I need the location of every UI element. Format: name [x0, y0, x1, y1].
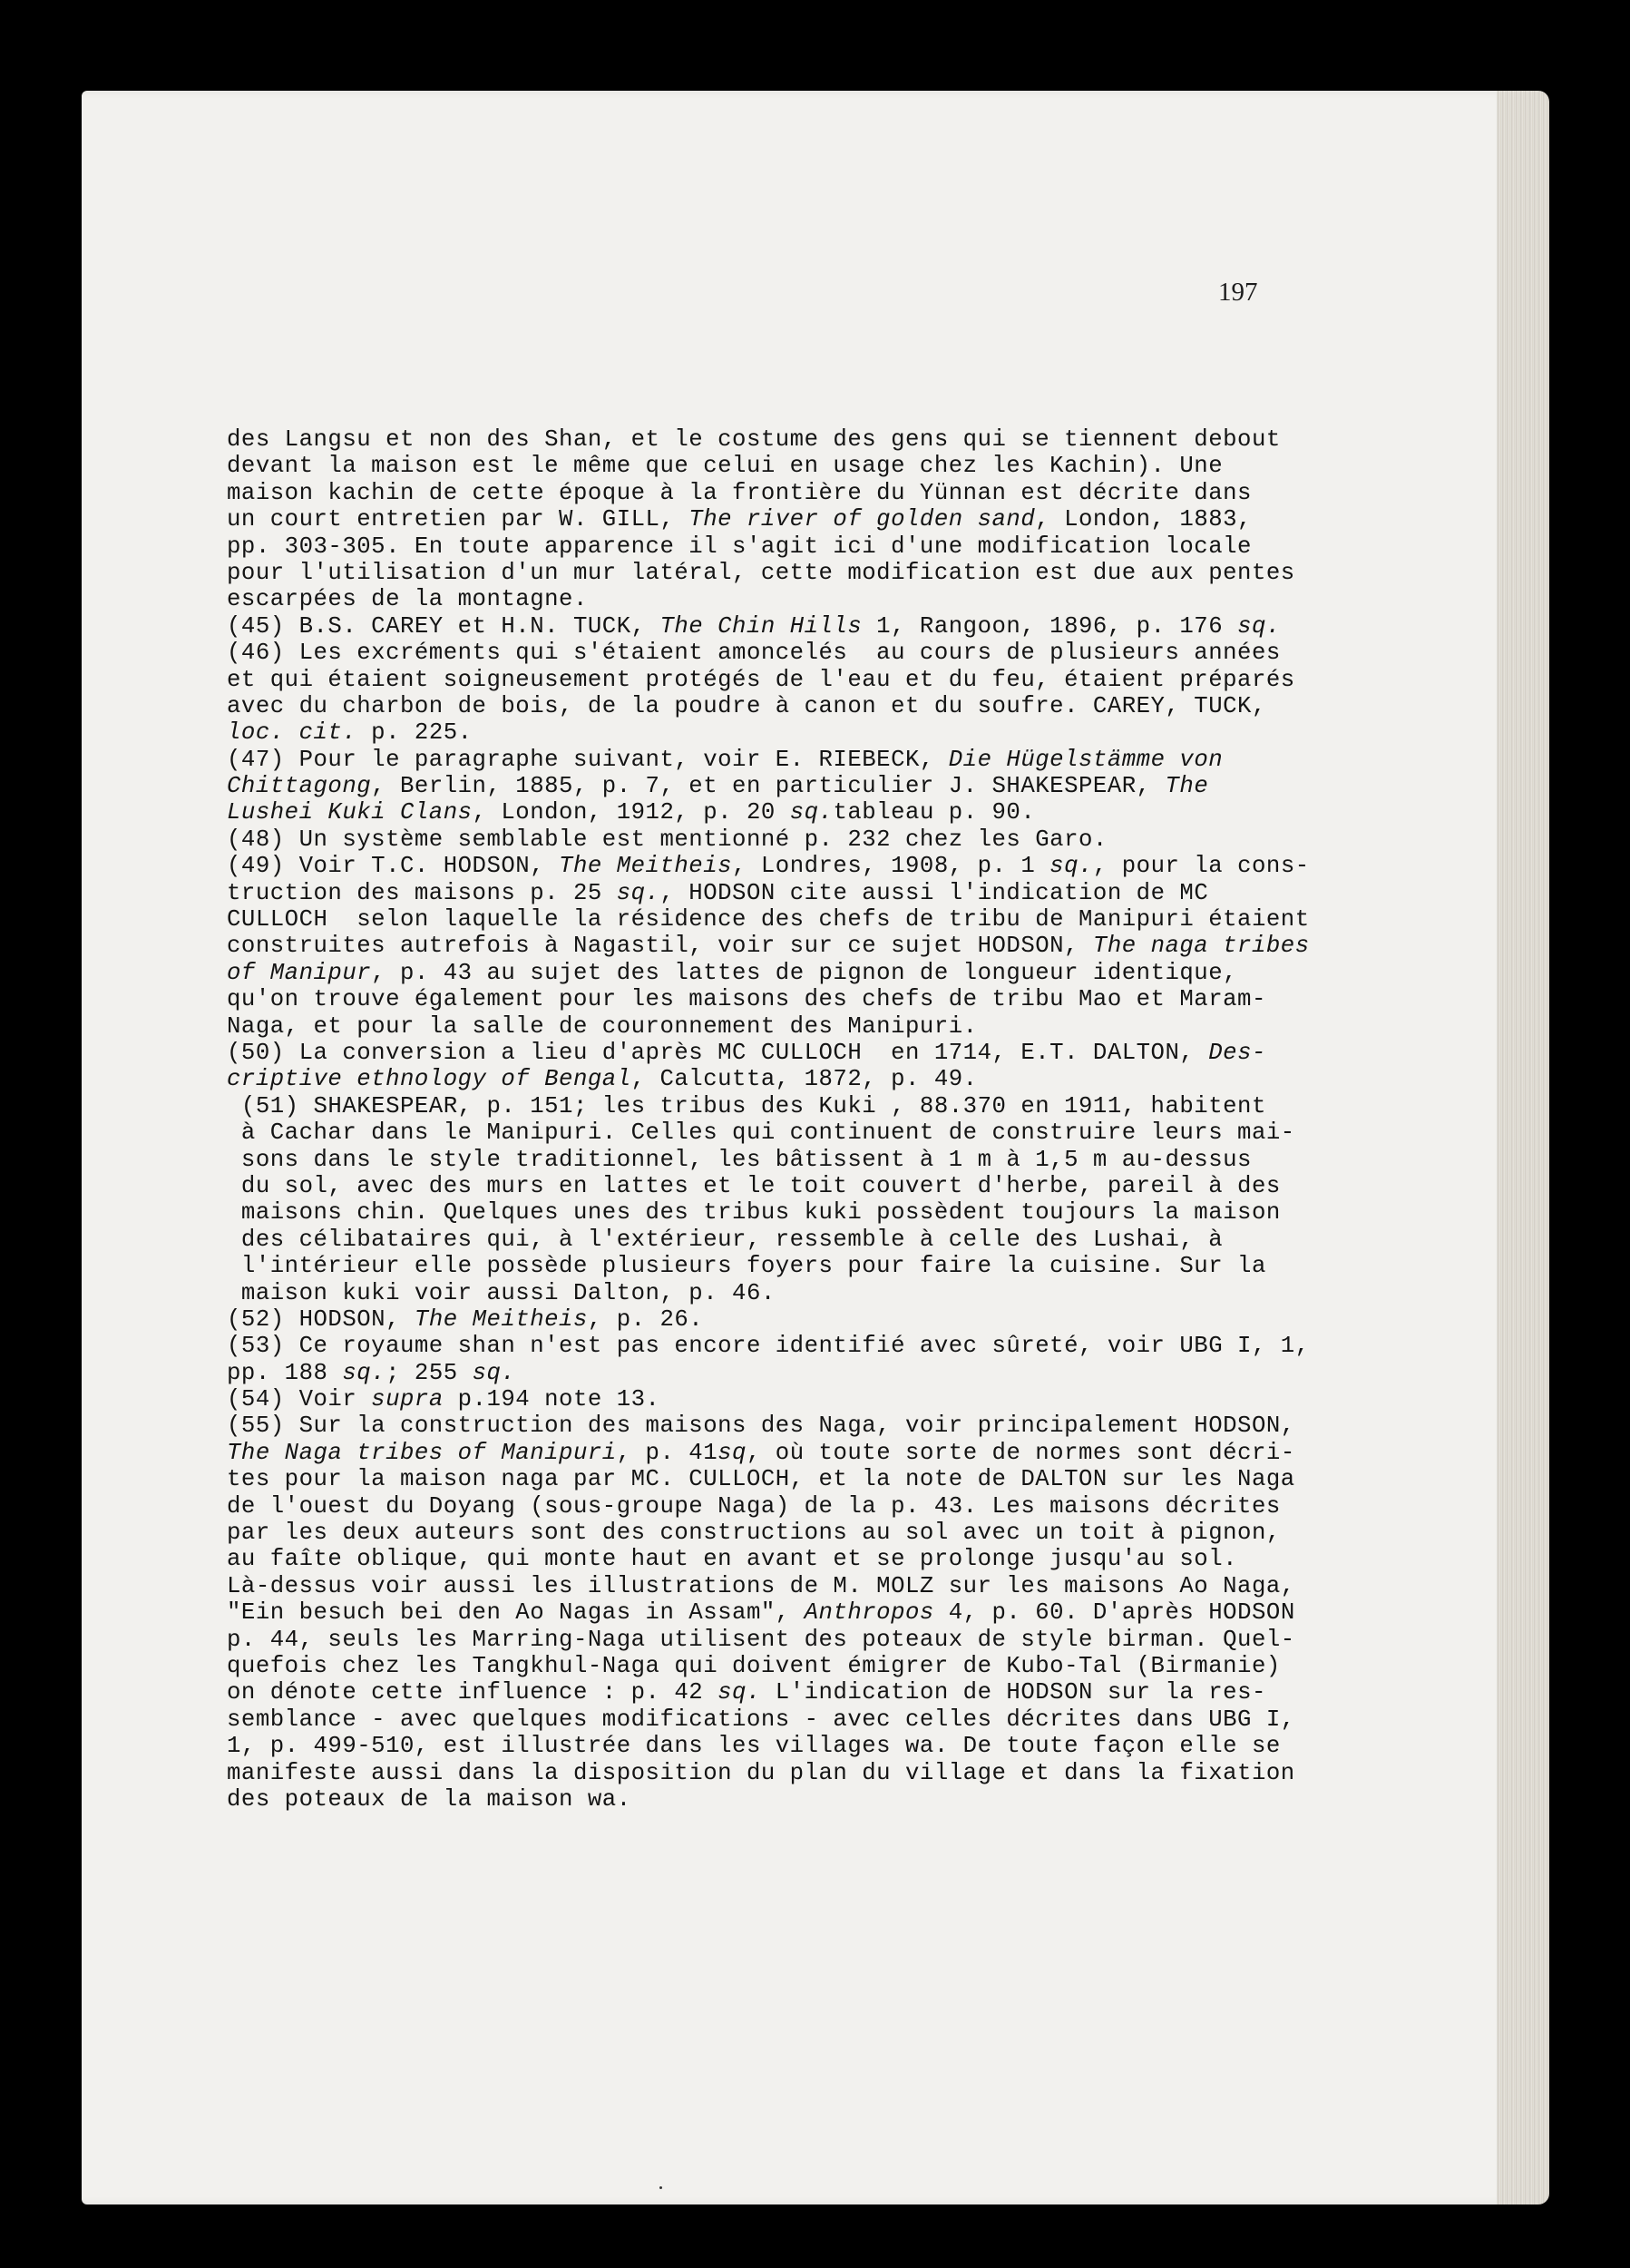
text-line — [227, 719, 1342, 746]
text-line — [227, 1546, 1342, 1572]
italic-text: Anthropos — [804, 1599, 934, 1627]
text-run: pour l'utilisation d'un mur latéral, cette modification est due aux pentes — [227, 559, 1295, 586]
text-line — [227, 613, 1342, 640]
text-line — [227, 1306, 1342, 1333]
text-line — [227, 1253, 1342, 1279]
text-line — [227, 1466, 1342, 1492]
italic-text: supra — [371, 1386, 444, 1413]
text-run: sons dans le style traditionnel, les bâtissent à 1 m à 1,5 m au-dessus — [227, 1146, 1252, 1173]
text-line — [227, 480, 1342, 506]
text-line — [227, 933, 1342, 959]
text-run: "Ein besuch bei den Ao Nagas in Assam", — [227, 1599, 805, 1627]
italic-text: criptive ethnology of Bengal — [227, 1066, 631, 1093]
text-run: (51) SHAKESPEAR, p. 151; les tribus des Kuki , 88.370 en 1911, habitent — [227, 1092, 1266, 1119]
text-line — [227, 1786, 1342, 1813]
text-line — [227, 960, 1342, 986]
italic-text: sq. — [789, 799, 834, 826]
text-run: , HODSON cite aussi l'indication de MC — [659, 879, 1209, 906]
text-run: maisons chin. Quelques unes des tribus kuki possèdent toujours la maison — [227, 1199, 1281, 1227]
text-line — [227, 906, 1342, 933]
text-line — [227, 1360, 1342, 1386]
text-line — [227, 1599, 1342, 1626]
text-line — [227, 1493, 1342, 1520]
italic-text: Des- — [1208, 1039, 1266, 1066]
text-line — [227, 1573, 1342, 1599]
text-line — [227, 1760, 1342, 1786]
text-run: Naga, et pour la salle de couronnement des Manipuri. — [227, 1012, 978, 1040]
text-line — [227, 747, 1342, 773]
text-run: 1, Rangoon, 1896, p. 176 — [862, 612, 1238, 640]
italic-text: The — [1165, 773, 1209, 800]
text-run: pp. 188 — [227, 1359, 343, 1386]
text-run: (48) Un système semblable est mentionné p. 232 chez les Garo. — [227, 826, 1108, 853]
text-run: p. 225. — [356, 719, 473, 747]
text-run: (50) La conversion a lieu d'après MC CULLOCH en 1714, E.T. DALTON, — [227, 1039, 1209, 1066]
text-run: manifeste aussi dans la disposition du plan du village et dans la fixation — [227, 1759, 1295, 1786]
text-line — [227, 667, 1342, 693]
text-line — [227, 1627, 1342, 1653]
text-run: avec du charbon de bois, de la poudre à canon et du soufre. CAREY, TUCK, — [227, 692, 1266, 719]
text-run: 1, p. 499-510, est illustrée dans les villages wa. De toute façon elle se — [227, 1733, 1281, 1760]
text-run: et qui étaient soigneusement protégés de l'eau et du feu, étaient préparés — [227, 666, 1295, 693]
text-line — [227, 586, 1342, 612]
text-run: au faîte oblique, qui monte haut en avant et se prolonge jusqu'au sol. — [227, 1546, 1238, 1573]
text-run: tableau p. 90. — [833, 799, 1036, 826]
text-line — [227, 640, 1342, 666]
text-run: l'intérieur elle possède plusieurs foyers pour faire la cuisine. Sur la — [227, 1253, 1266, 1280]
page-number: 197 — [1218, 278, 1258, 307]
text-run: du sol, avec des murs en lattes et le toit couvert d'herbe, pareil à des — [227, 1172, 1281, 1199]
text-line — [227, 773, 1342, 799]
text-run: (54) Voir — [227, 1386, 372, 1413]
text-run: semblance - avec quelques modifications - avec celles décrites dans UBG I, — [227, 1706, 1295, 1733]
text-run: , Berlin, 1885, p. 7, et en particulier J. SHAKESPEAR, — [371, 773, 1166, 800]
text-line — [227, 986, 1342, 1012]
text-line — [227, 1520, 1342, 1546]
text-run: CULLOCH selon laquelle la résidence des chefs de tribu de Manipuri étaient — [227, 906, 1310, 934]
page-edges — [1497, 91, 1549, 2204]
text-run: devant la maison est le même que celui en usage chez les Kachin). Une — [227, 453, 1224, 480]
text-line — [227, 1040, 1342, 1066]
italic-text: The Naga tribes of Manipuri — [227, 1439, 617, 1466]
text-line — [227, 799, 1342, 826]
text-run: , p. 26. — [587, 1305, 704, 1333]
text-run: tes pour la maison naga par MC. CULLOCH, et la note de DALTON sur les Naga — [227, 1466, 1295, 1493]
text-line — [227, 1733, 1342, 1759]
text-line — [227, 533, 1342, 560]
text-line — [227, 506, 1342, 533]
text-run: , p. 43 au sujet des lattes de pignon de longueur identique, — [371, 959, 1238, 986]
text-run: p. 44, seuls les Marring-Naga utilisent des poteaux de style birman. Quel- — [227, 1626, 1295, 1653]
italic-text: of Manipur — [227, 959, 372, 986]
footnotes-text — [227, 426, 1342, 1813]
text-line — [227, 693, 1342, 719]
italic-text: sq. — [342, 1359, 386, 1386]
text-run: escarpées de la montagne. — [227, 586, 588, 613]
italic-text: Chittagong — [227, 773, 372, 800]
text-run: , où toute sorte de normes sont décri- — [746, 1439, 1295, 1466]
text-run: quefois chez les Tangkhul-Naga qui doivent émigrer de Kubo-Tal (Birmanie) — [227, 1652, 1281, 1679]
text-line — [227, 1440, 1342, 1466]
text-run: qu'on trouve également pour les maisons des chefs de tribu Mao et Maram- — [227, 986, 1266, 1013]
text-run: à Cachar dans le Manipuri. Celles qui continuent de construire leurs mai- — [227, 1119, 1295, 1147]
text-run: (47) Pour le paragraphe suivant, voir E. RIEBECK, — [227, 746, 949, 773]
text-run: (52) HODSON, — [227, 1305, 415, 1333]
italic-text: sq. — [717, 1679, 761, 1706]
text-run: on dénote cette influence : p. 42 — [227, 1679, 718, 1706]
italic-text: Lushei Kuki Clans — [227, 799, 473, 826]
text-run: , London, 1883, — [1035, 506, 1252, 533]
text-run: (46) Les excréments qui s'étaient amoncelés au cours de plusieurs années — [227, 640, 1281, 667]
text-line — [227, 1413, 1342, 1439]
text-run: truction des maisons p. 25 — [227, 879, 617, 906]
text-line — [227, 1013, 1342, 1040]
italic-text: sq. — [472, 1359, 516, 1386]
italic-text: sq — [717, 1439, 747, 1466]
text-run: des Langsu et non des Shan, et le costume des gens qui se tiennent debout — [227, 426, 1281, 453]
text-run: , p. 41 — [616, 1439, 718, 1466]
text-line — [227, 1679, 1342, 1706]
text-run: construites autrefois à Nagastil, voir sur ce sujet HODSON, — [227, 933, 1093, 960]
text-line — [227, 1119, 1342, 1146]
text-line — [227, 1227, 1342, 1253]
text-run: maison kachin de cette époque à la frontière du Yünnan est décrite dans — [227, 479, 1252, 506]
italic-text: The river of golden sand — [688, 506, 1036, 533]
text-run: , Londres, 1908, p. 1 — [732, 853, 1050, 880]
text-run: (45) B.S. CAREY et H.N. TUCK, — [227, 612, 660, 640]
text-line — [227, 1147, 1342, 1173]
text-run: des poteaux de la maison wa. — [227, 1785, 631, 1813]
speck — [659, 2186, 662, 2189]
text-line — [227, 1706, 1342, 1733]
text-line — [227, 426, 1342, 453]
italic-text: Die Hügelstämme von — [948, 746, 1224, 773]
text-run: maison kuki voir aussi Dalton, p. 46. — [227, 1279, 776, 1306]
text-line — [227, 1280, 1342, 1306]
italic-text: The naga tribes — [1092, 933, 1310, 960]
text-run: , pour la cons- — [1092, 853, 1310, 880]
text-run: (49) Voir T.C. HODSON, — [227, 853, 560, 880]
italic-text: sq. — [1049, 853, 1093, 880]
text-line — [227, 853, 1342, 879]
text-line — [227, 453, 1342, 479]
italic-text: The Chin Hills — [659, 612, 863, 640]
text-run: de l'ouest du Doyang (sous-groupe Naga) de la p. 43. Les maisons décrites — [227, 1492, 1281, 1520]
text-run: p.194 note 13. — [443, 1386, 660, 1413]
text-run: 4, p. 60. D'après HODSON — [933, 1599, 1295, 1627]
italic-text: loc. cit. — [227, 719, 357, 747]
text-run: (53) Ce royaume shan n'est pas encore identifié avec sûreté, voir UBG I, 1, — [227, 1333, 1310, 1360]
text-line — [227, 826, 1342, 853]
text-run: , London, 1912, p. 20 — [472, 799, 790, 826]
italic-text: The Meitheis — [414, 1305, 588, 1333]
text-line — [227, 1173, 1342, 1199]
text-run: , Calcutta, 1872, p. 49. — [630, 1066, 978, 1093]
text-line — [227, 1066, 1342, 1092]
text-run: (55) Sur la construction des maisons des Naga, voir principalement HODSON, — [227, 1413, 1295, 1440]
text-run: Là-dessus voir aussi les illustrations de M. MOLZ sur les maisons Ao Naga, — [227, 1572, 1295, 1599]
text-run: par les deux auteurs sont des constructions au sol avec un toit à pignon, — [227, 1520, 1281, 1547]
italic-text: sq. — [616, 879, 660, 906]
text-line — [227, 1093, 1342, 1119]
text-run: ; 255 — [386, 1359, 473, 1386]
text-line — [227, 1653, 1342, 1679]
text-line — [227, 1386, 1342, 1413]
italic-text: sq. — [1237, 612, 1281, 640]
text-run: L'indication de HODSON sur la res- — [760, 1679, 1266, 1706]
text-run: des célibataires qui, à l'extérieur, ressemble à celle des Lushai, à — [227, 1226, 1224, 1253]
text-line — [227, 1333, 1342, 1359]
text-line — [227, 880, 1342, 906]
italic-text: The Meitheis — [559, 853, 733, 880]
text-line — [227, 1199, 1342, 1226]
text-line — [227, 560, 1342, 586]
text-run: un court entretien par W. GILL, — [227, 506, 689, 533]
text-run: pp. 303-305. En toute apparence il s'agit ici d'une modification locale — [227, 533, 1252, 560]
